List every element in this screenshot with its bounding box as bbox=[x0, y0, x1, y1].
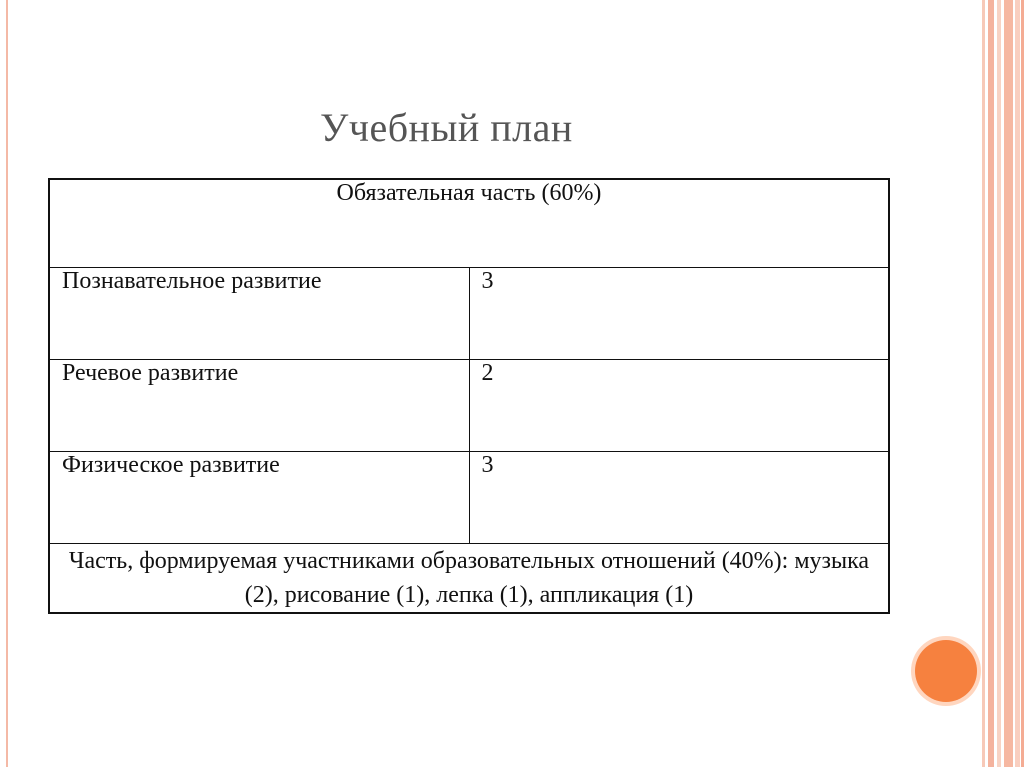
variable-part-cell: Часть, формируемая участниками образовательных отношений (40%): музыка (2), рисование (1), лепка (1), аппликация (1) bbox=[49, 543, 889, 613]
right-stripe bbox=[982, 0, 985, 767]
row-value: 2 bbox=[469, 359, 889, 451]
right-stripe bbox=[988, 0, 994, 767]
table-header-row bbox=[49, 179, 889, 267]
row-value: 3 bbox=[469, 451, 889, 543]
row-label: Речевое развитие bbox=[49, 359, 469, 451]
table-row bbox=[49, 359, 889, 451]
slide-title: Учебный план bbox=[320, 105, 573, 150]
right-stripe bbox=[1004, 0, 1013, 767]
left-frame-line bbox=[6, 0, 8, 767]
row-value: 3 bbox=[469, 267, 889, 359]
right-stripe bbox=[1015, 0, 1020, 767]
table-row bbox=[49, 451, 889, 543]
curriculum-table bbox=[48, 178, 890, 614]
decorative-circle bbox=[915, 640, 977, 702]
table-row bbox=[49, 267, 889, 359]
mandatory-part-cell: Обязательная часть (60%) bbox=[49, 179, 889, 267]
row-label: Познавательное развитие bbox=[49, 267, 469, 359]
right-stripe bbox=[997, 0, 1001, 767]
row-label: Физическое развитие bbox=[49, 451, 469, 543]
table-footer-row bbox=[49, 543, 889, 613]
